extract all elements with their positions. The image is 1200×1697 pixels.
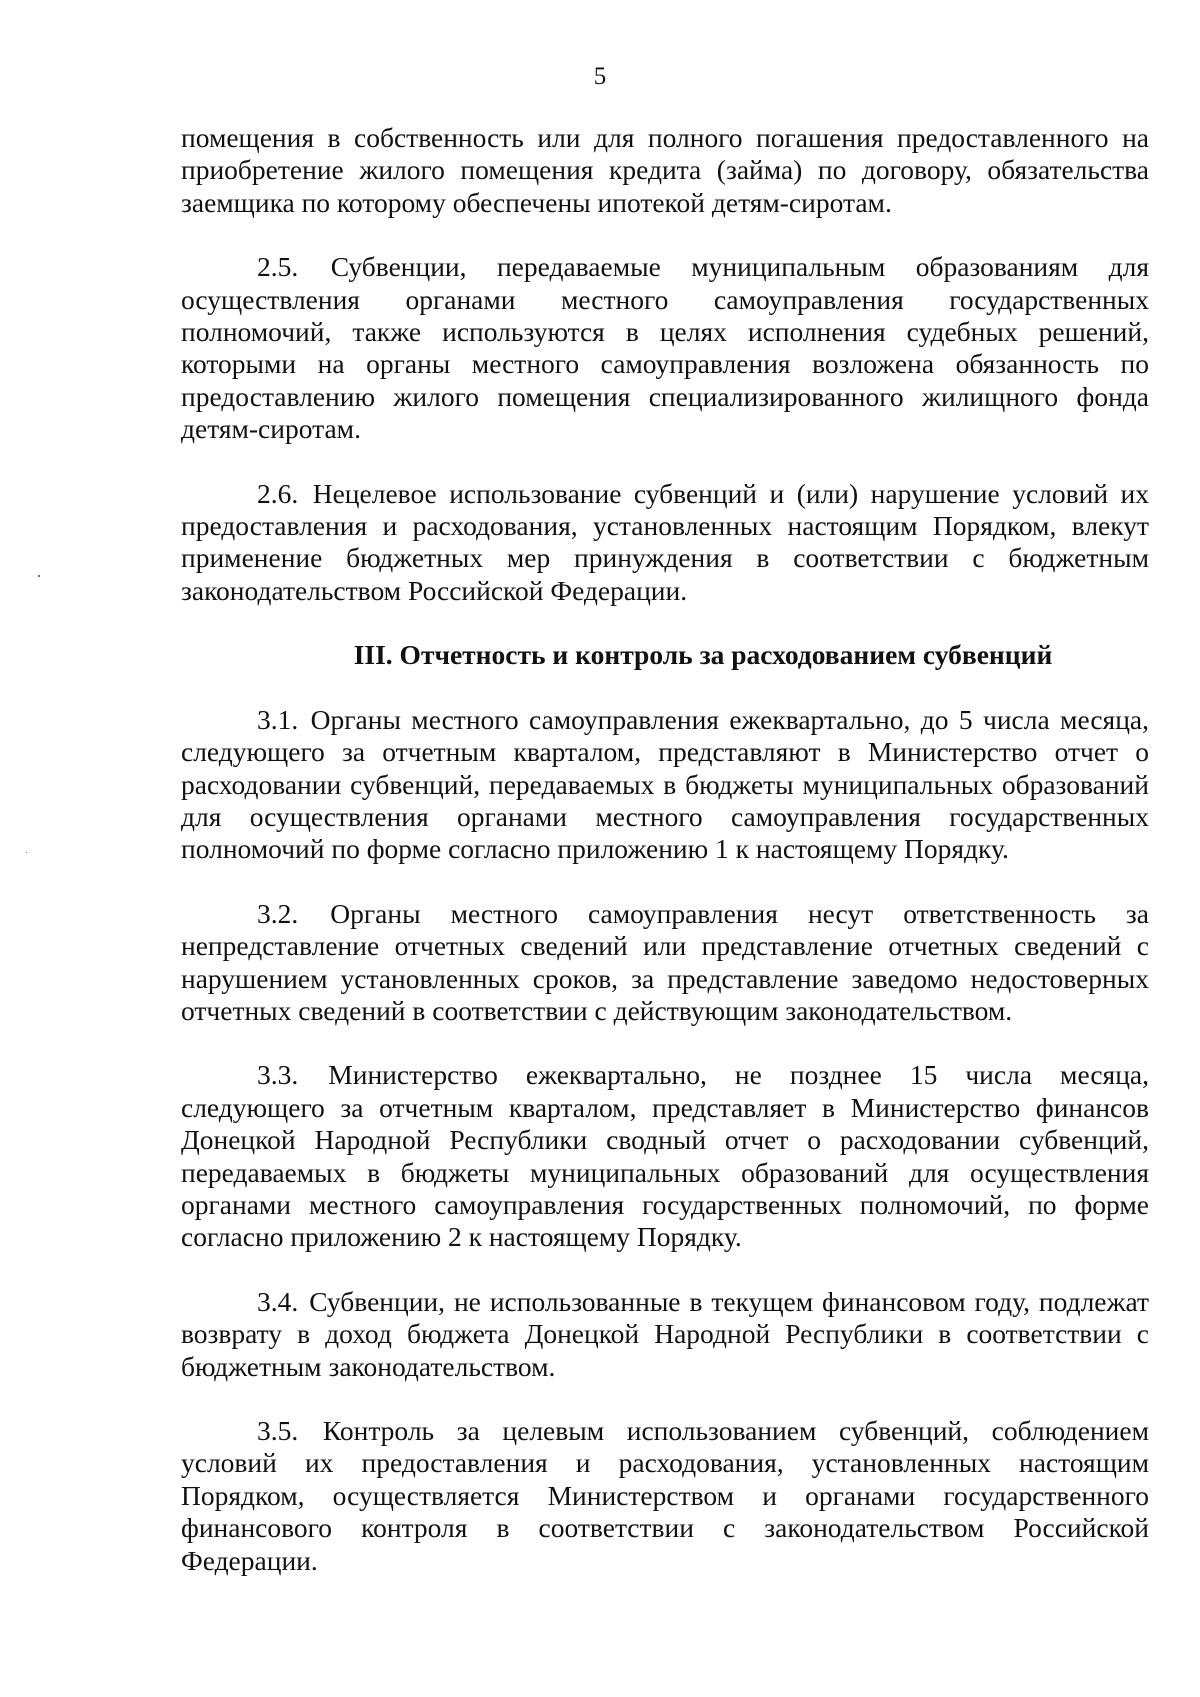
paragraph-text: Нецелевое использование субвенций и (или) нарушение условий их предоставления и расходования, установленных настоящим Порядком, влекут применение бюджетных мер принуждения в соответствии с бюджетным законодательством Российской Федерации.	[181, 477, 1150, 606]
paragraph	[181, 1059, 1149, 1253]
scan-speck	[26, 852, 27, 853]
paragraph	[181, 251, 1149, 445]
paragraph	[181, 898, 1149, 1028]
scan-speck	[38, 575, 40, 577]
paragraph-text: Органы местного самоуправления ежеквартально, до 5 числа месяца, следующего за отчетным кварталом, представляют в Министерство отчет о расходовании субвенций, передаваемых в бюджеты муниципальных образований для осуществления органами местного самоуправления государственных полномочий по форме согласно приложению 1 к настоящему Порядку.	[181, 703, 1149, 865]
paragraph	[181, 1415, 1149, 1577]
paragraph-number: 3.5.	[257, 1415, 299, 1446]
paragraph-number: 3.3.	[257, 1059, 299, 1091]
paragraph-text: Министерство ежеквартально, не позднее 15 числа месяца, следующего за отчетным кварталом, представляет в Министерство финансов Донецкой Народной Республики сводный отчет о расходовании субвенций, передаваемых в бюджеты муниципальных образований для осуществления органами местного самоуправления государственных полномочий, по форме согласно приложению 2 к настоящему Порядку.	[181, 1059, 1150, 1253]
paragraph-text: Субвенции, передаваемые муниципальным образованиям для осуществления органами местного самоуправления государственных полномочий, также используются в целях исполнения судебных решений, которыми на органы местного самоуправления возложена обязанность по предоставлению жилого помещения специализированного жилищного фонда детям-сиротам.	[181, 251, 1150, 445]
paragraph	[181, 1286, 1149, 1383]
section-heading: III. Отчетность и контроль за расходованием субвенций	[353, 639, 1053, 671]
paragraph	[181, 122, 1149, 219]
document-body	[181, 122, 1149, 1577]
paragraph-number: 2.6.	[257, 477, 299, 509]
page-number: 5	[593, 63, 607, 90]
paragraph-text: помещения в собственность или для полного погашения предоставленного на приобретение жилого помещения кредита (займа) по договору, обязательства заемщика по которому обеспечены ипотекой детям-сиротам.	[181, 122, 1149, 218]
paragraph-text: Контроль за целевым использованием субвенций, соблюдением условий их предоставления и расходования, установленных настоящим Порядком, осуществляется Министерством и органами государственного финансового контроля в соответствии с законодательством Российской Федерации.	[181, 1415, 1150, 1576]
paragraph-number: 3.1.	[257, 703, 299, 735]
paragraph-text: Органы местного самоуправления несут ответственность за непредставление отчетных сведений или представление отчетных сведений с нарушением установленных сроков, за представление заведомо недостоверных отчетных сведений в соответствии с действующим законодательством.	[181, 897, 1149, 1026]
paragraph-number: 2.5.	[257, 251, 299, 283]
paragraph-text: Субвенции, не использованные в текущем финансовом году, подлежат возврату в доход бюджета Донецкой Народной Республики в соответствии с бюджетным законодательством.	[181, 1285, 1150, 1382]
paragraph-number: 3.4.	[257, 1285, 299, 1317]
paragraphs-after-heading	[181, 704, 1149, 1577]
paragraph-number: 3.2.	[257, 897, 299, 929]
paragraph	[181, 478, 1149, 608]
paragraph	[181, 704, 1149, 866]
paragraphs-before-heading	[181, 122, 1149, 607]
